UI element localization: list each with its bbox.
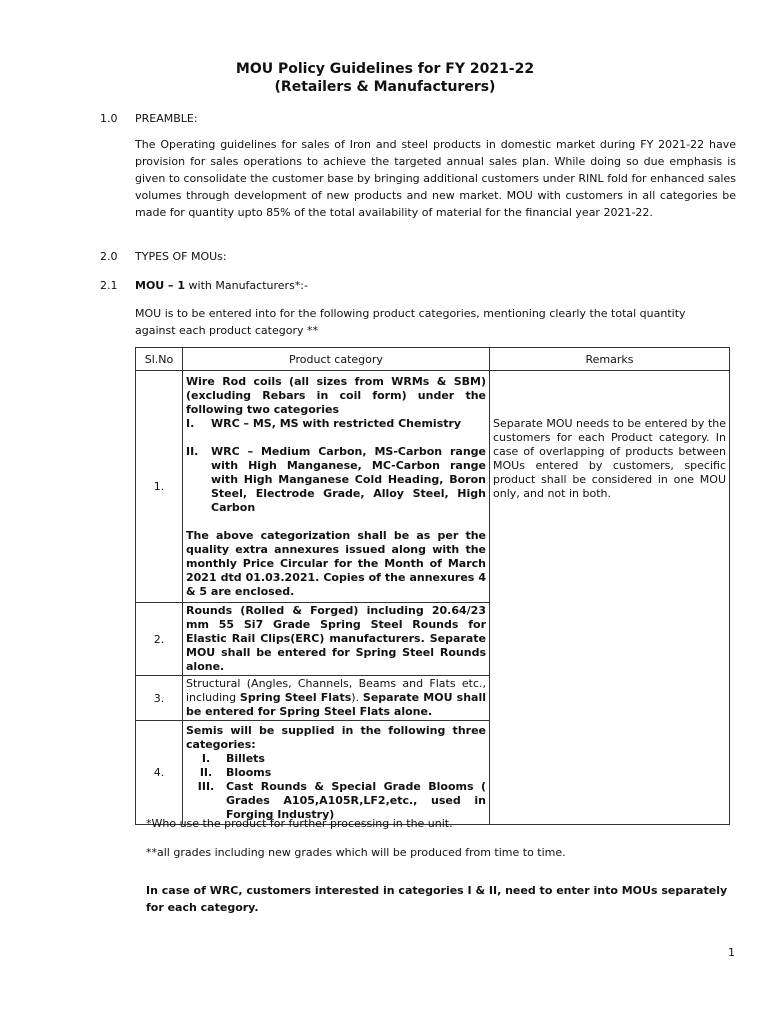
row4-subitem bbox=[186, 766, 486, 780]
section-heading-preamble: PREAMBLE: bbox=[135, 112, 198, 125]
mou1-rest: with Manufacturers*:- bbox=[185, 279, 308, 292]
header-remarks: Remarks bbox=[490, 348, 730, 371]
row-slno: 4. bbox=[136, 721, 183, 825]
row-slno: 2. bbox=[136, 603, 183, 676]
table-header-row bbox=[136, 348, 730, 371]
row3-text-c: ). bbox=[351, 691, 363, 704]
section-heading-mou1 bbox=[135, 279, 308, 292]
row1-note: The above categorization shall be as per the quality extra annexures issued along with the monthly Price Circular for the Month of March 2021 dtd 01.03.2021. Copies of the annexures 4 & 5 are enclosed. bbox=[186, 528, 486, 598]
header-slno: Sl.No bbox=[136, 348, 183, 371]
row3-text-d: Separate MOU shall be entered for Spring Steel Flats alone. bbox=[186, 691, 486, 718]
subitem-number: I. bbox=[186, 416, 195, 430]
section-number-1: 1.0 bbox=[100, 112, 118, 125]
row-category bbox=[183, 371, 490, 603]
row4-subitem bbox=[186, 780, 486, 822]
row3-text-b: Spring Steel Flats bbox=[239, 691, 352, 704]
row1-subitem-i bbox=[186, 417, 486, 431]
row4-intro: Semis will be supplied in the following three categories: bbox=[186, 723, 486, 751]
row1-intro: Wire Rod coils (all sizes from WRMs & SBM) (excluding Rebars in coil form) under the following two categories bbox=[186, 374, 486, 416]
subitem-text: WRC – Medium Carbon, MS-Carbon range with High Manganese, MC-Carbon range with High Manganese Cold Heading, Boron Steel, Electrode Grade, Alloy Steel, High Carbon bbox=[211, 444, 486, 514]
footnote-single-asterisk: *Who use the product for further processing in the unit. bbox=[146, 817, 453, 830]
subitem-text: WRC – MS, MS with restricted Chemistry bbox=[211, 416, 462, 430]
row4-subitem bbox=[186, 752, 486, 766]
section-number-2-1: 2.1 bbox=[100, 279, 118, 292]
row-category bbox=[183, 676, 490, 721]
preamble-paragraph: The Operating guidelines for sales of Iron and steel products in domestic market during FY 2021-22 have provision for sales operations to achieve the targeted annual sales plan. While doing so due emphasis is given to consolidate the customer base by bringing additional customers under RINL fold for enhanced sales volumes through development of new products and new market. MOU with customers in all categories be made for quantity upto 85% of the total availability of material for the financial year 2021-22. bbox=[135, 138, 736, 219]
table-row bbox=[136, 371, 730, 603]
page-number: 1 bbox=[728, 946, 735, 959]
subitem-text: Blooms bbox=[226, 765, 272, 779]
wrc-note: In case of WRC, customers interested in categories I & II, need to enter into MOUs separately for each category. bbox=[146, 884, 728, 914]
section-number-2: 2.0 bbox=[100, 250, 118, 263]
subitem-text: Cast Rounds & Special Grade Blooms ( Grades A105,A105R,LF2,etc., used in Forging Industry) bbox=[226, 779, 486, 821]
section-heading-types: TYPES OF MOUs: bbox=[135, 250, 227, 263]
footnote-double-asterisk: **all grades including new grades which will be produced from time to time. bbox=[146, 846, 566, 859]
row-category: Rounds (Rolled & Forged) including 20.64/23 mm 55 Si7 Grade Spring Steel Rounds for Elastic Rail Clips(ERC) manufacturers. Separate MOU shall be entered for Spring Steel Rounds alone. bbox=[183, 603, 490, 676]
subitem-number: III. bbox=[197, 779, 215, 793]
row-slno: 3. bbox=[136, 676, 183, 721]
remarks-cell: Separate MOU needs to be entered by the customers for each Product category. In case of overlapping of products between MOUs entered by customers, specific product shall be considered in one MOU only, and not in both. bbox=[490, 371, 730, 825]
subitem-number: I. bbox=[201, 751, 211, 765]
header-category: Product category bbox=[183, 348, 490, 371]
mou-intro-paragraph: MOU is to be entered into for the following product categories, mentioning clearly the total quantity against each product category ** bbox=[135, 307, 686, 337]
subitem-number: II. bbox=[199, 765, 213, 779]
document-subtitle: (Retailers & Manufacturers) bbox=[274, 79, 496, 95]
row3-text-a: Structural (Angles, Channels, Beams and Flats etc., including bbox=[186, 677, 486, 704]
subitem-text: Billets bbox=[226, 751, 265, 765]
product-category-table bbox=[135, 347, 730, 825]
document-title: MOU Policy Guidelines for FY 2021-22 bbox=[235, 61, 535, 77]
row-category bbox=[183, 721, 490, 825]
mou1-label: MOU – 1 bbox=[135, 279, 186, 292]
row-slno: 1. bbox=[136, 371, 183, 603]
subitem-number: II. bbox=[186, 444, 199, 458]
row1-subitem-ii bbox=[186, 445, 486, 515]
